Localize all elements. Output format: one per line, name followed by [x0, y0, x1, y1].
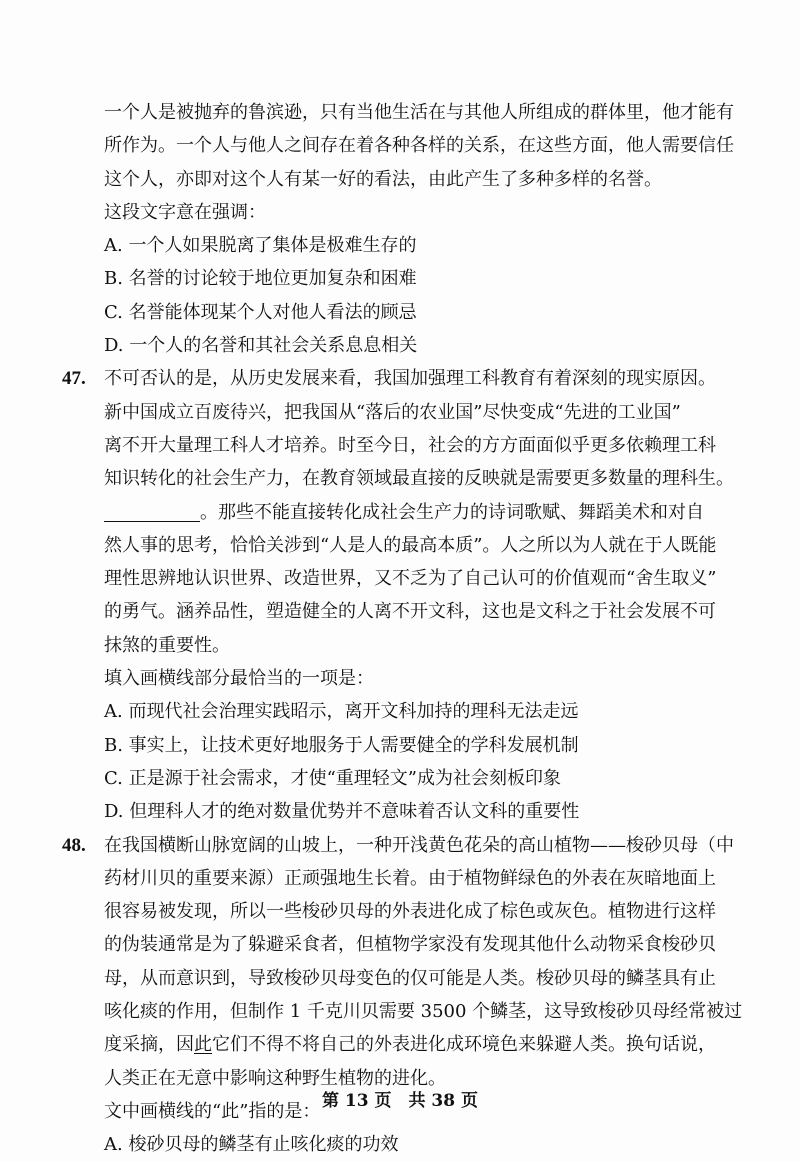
- q47-option-a: A. 而现代社会治理实践昭示，离开文科加持的理科无法走远: [104, 701, 579, 723]
- q47-fill-blank: [104, 499, 200, 522]
- q47-option-b: B. 事实上，让技术更好地服务于人需要健全的学科发展机制: [104, 734, 579, 756]
- q47-stem: 填入画横线部分最恰当的一项是：: [104, 668, 374, 690]
- q48-underlined-word: 此: [194, 1034, 212, 1056]
- q47-passage-line: 然人事的思考，恰恰关涉到“人是人的最高本质”。人之所以为人就在于人既能: [104, 534, 717, 556]
- q48-passage-text: 它们不得不将自己的外表进化成环境色来躲避人类。换句话说，: [212, 1034, 716, 1056]
- q48-passage-text: 度采摘，因: [104, 1034, 194, 1056]
- q48-passage-line: 母，从而意识到，导致梭砂贝母变色的仅可能是人类。梭砂贝母的鳞茎具有止: [104, 967, 716, 989]
- q47-number: 47.: [62, 368, 86, 390]
- q47-passage-line: 知识转化的社会生产力，在教育领域最直接的反映就是需要更多数量的理科生。: [104, 468, 734, 490]
- q48-passage-line: [104, 1028, 716, 1061]
- q46-option-d: D. 一个人的名誉和其社会关系息息相关: [104, 335, 418, 357]
- q47-passage-text: 。那些不能直接转化成社会生产力的诗词歌赋、舞蹈美术和对自: [200, 501, 704, 523]
- q48-passage-line: [62, 829, 734, 862]
- q47-option-c: C. 正是源于社会需求，才使“重理轻文”成为社会刻板印象: [104, 767, 561, 789]
- q46-option-b: B. 名誉的讨论较于地位更加复杂和困难: [104, 268, 417, 290]
- q48-passage-line: 咳化痰的作用，但制作 1 千克川贝需要 3500 个鳞茎，这导致梭砂贝母经常被过: [104, 1001, 743, 1023]
- q46-option-c: C. 名誉能体现某个人对他人看法的顾忌: [104, 301, 417, 323]
- q46-passage-line: 所作为。一个人与他人之间存在着各种各样的关系，在这些方面，他人需要信任: [104, 135, 734, 157]
- q47-passage-line: 抹煞的重要性。: [104, 634, 230, 656]
- q47-option-d: D. 但理科人才的绝对数量优势并不意味着否认文科的重要性: [104, 801, 580, 823]
- q48-number: 48.: [62, 834, 86, 856]
- q48-passage-line: 的伪装通常是为了躲避采食者，但植物学家没有发现其他什么动物采食梭砂贝: [104, 934, 716, 956]
- q48-stem: 文中画横线的“此”指的是：: [104, 1100, 321, 1122]
- q46-passage-line: 一个人是被抛弃的鲁滨逊，只有当他生活在与其他人所组成的群体里，他才能有: [104, 102, 734, 123]
- q47-passage-text: 不可否认的是，从历史发展来看，我国加强理工科教育有着深刻的现实原因。: [104, 368, 716, 390]
- q48-passage-line: 很容易被发现，所以一些梭砂贝母的外表进化成了棕色或灰色。植物进行这样: [104, 901, 716, 923]
- q48-option-a: A. 梭砂贝母的鳞茎有止咳化痰的功效: [104, 1134, 399, 1156]
- page-content: [62, 96, 743, 1162]
- q47-passage-line: 新中国成立百废待兴，把我国从“落后的农业国”尽快变成“先进的工业国”: [104, 401, 681, 423]
- q46-stem: 这段文字意在强调：: [104, 201, 266, 223]
- q48-passage-line: 人类正在无意中影响这种野生植物的进化。: [104, 1067, 446, 1089]
- q47-passage-line: [62, 362, 716, 395]
- q47-passage-line: 的勇气。涵养品性，塑造健全的人离不开文科，这也是文科之于社会发展不可: [104, 601, 716, 623]
- q48-passage-text: 在我国横断山脉宽阔的山坡上，一种开浅黄色花朵的高山植物——梭砂贝母（中: [104, 834, 734, 856]
- q47-passage-line: 离不开大量理工科人才培养。时至今日，社会的方方面面似乎更多依赖理工科: [104, 434, 716, 456]
- q47-passage-line: 理性思辨地认识世界、改造世界，又不乏为了自己认可的价值观而“舍生取义”: [104, 568, 717, 590]
- q47-passage-line: [104, 496, 704, 529]
- page-number-footer: 第 13 页 共 38 页: [322, 1091, 478, 1111]
- q48-passage-line: 药材川贝的重要来源）正顽强地生长着。由于植物鲜绿色的外表在灰暗地面上: [104, 867, 716, 889]
- q46-option-a: A. 一个人如果脱离了集体是极难生存的: [104, 235, 417, 257]
- q46-passage-line: 这个人，亦即对这个人有某一好的看法，由此产生了多种多样的名誉。: [104, 168, 662, 190]
